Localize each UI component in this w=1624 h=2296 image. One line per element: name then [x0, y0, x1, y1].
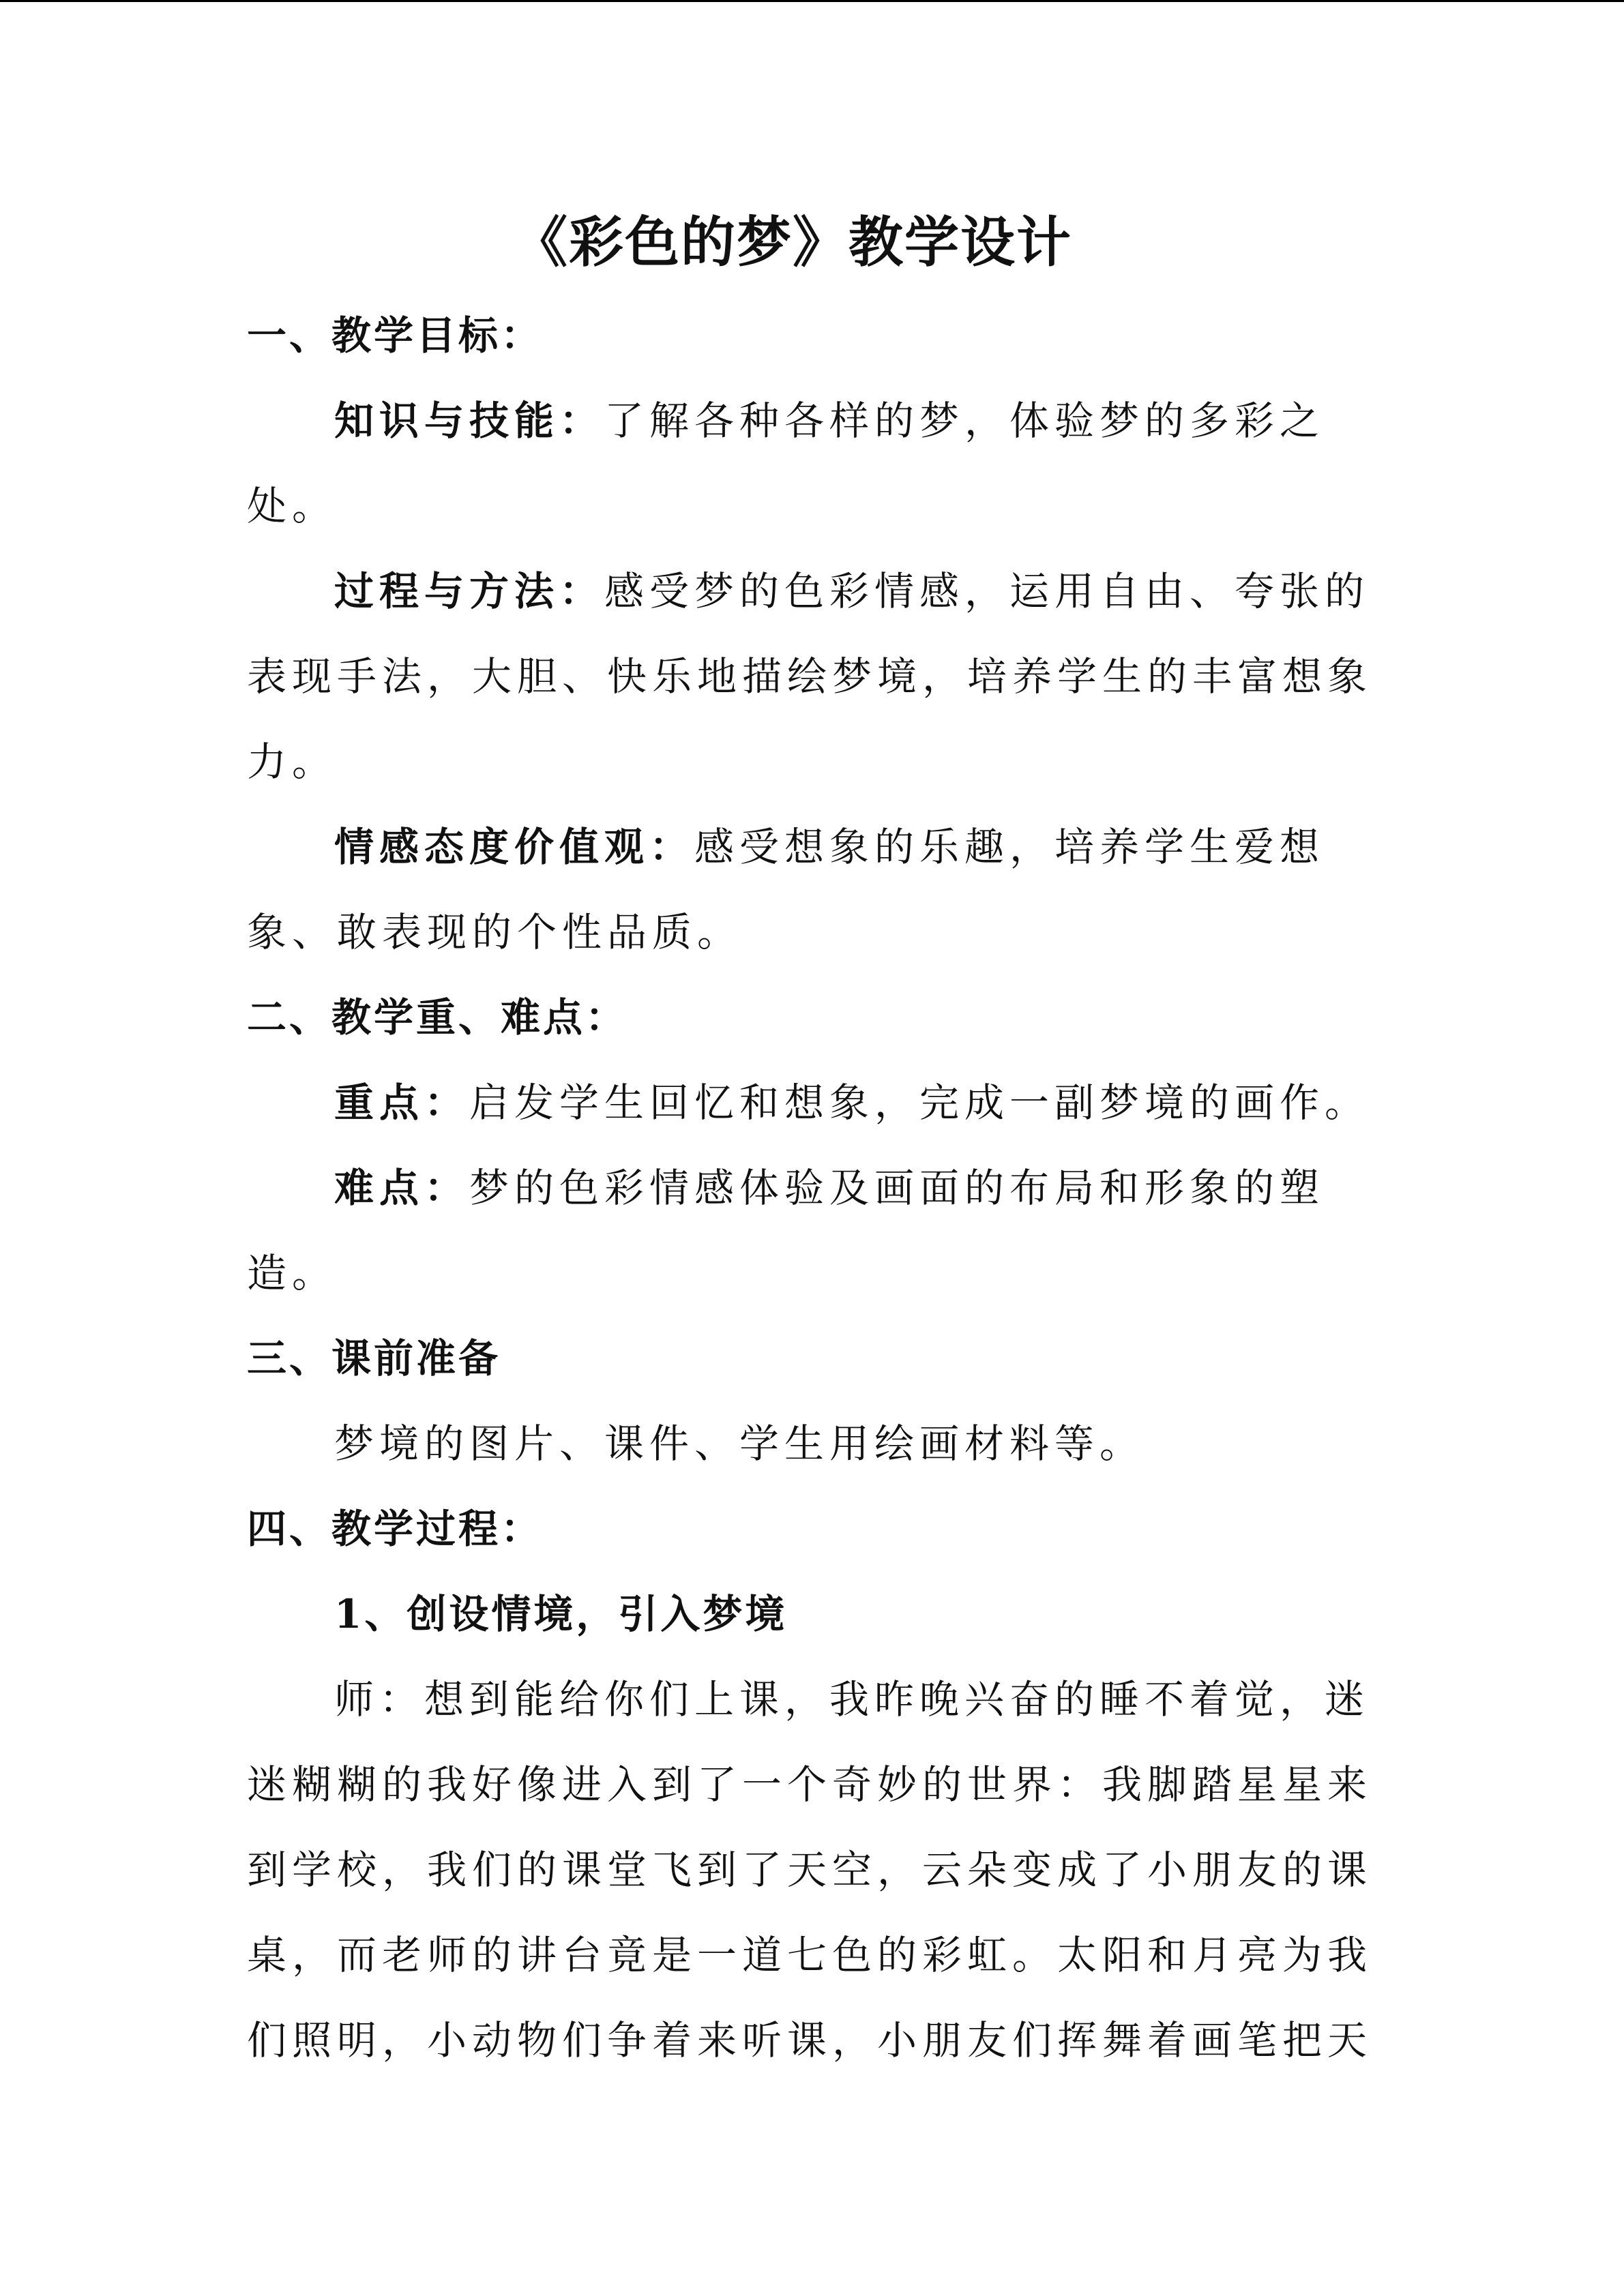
section-heading-key-points: 二、教学重、难点： [247, 994, 628, 1041]
paragraph-knowledge-line-1 [247, 378, 1338, 464]
label-process: 过程与方法： [334, 568, 605, 614]
paragraph-step1-line-3: 到学校，我们的课堂飞到了天空，云朵变成了小朋友的课 [247, 1847, 1373, 1893]
text-key-1: 启发学生回忆和想象，完成一副梦境的画作。 [469, 1079, 1370, 1126]
paragraph-emotion-line-1 [247, 805, 1338, 890]
document-title: 《彩色的梦》教学设计 [513, 210, 1072, 274]
paragraph-difficulty-line-2: 造。 [247, 1250, 338, 1296]
label-difficulty: 难点： [334, 1165, 470, 1211]
section-heading-preparation: 三、课前准备 [247, 1335, 501, 1382]
step-1-heading: 1、创设情境，引入梦境 [334, 1591, 788, 1637]
paragraph-step1-line-1: 师：想到能给你们上课，我昨晚兴奋的睡不着觉，迷 [334, 1676, 1370, 1723]
paragraph-difficulty-line-1 [247, 1146, 1338, 1231]
label-emotion: 情感态度价值观： [334, 824, 695, 870]
paragraph-step1-line-5: 们照明，小动物们争着来听课，小朋友们挥舞着画笔把天 [247, 2017, 1373, 2063]
section-heading-goals: 一、教学目标： [247, 312, 544, 359]
text-knowledge-1: 了解各种各样的梦，体验梦的多彩之 [604, 398, 1325, 444]
text-process-1: 感受梦的色彩情感，运用自由、夸张的 [604, 568, 1370, 614]
label-key: 重点： [334, 1079, 470, 1126]
paragraph-step1-line-4: 桌，而老师的讲台竟是一道七色的彩虹。太阳和月亮为我 [247, 1932, 1373, 1978]
section-heading-process: 四、教学过程： [247, 1506, 544, 1552]
paragraph-emotion-line-2: 象、敢表现的个性品质。 [247, 909, 743, 955]
document-page [247, 205, 1373, 2083]
paragraph-process-line-2: 表现手法，大胆、快乐地描绘梦境，培养学生的丰富想象 [247, 653, 1373, 700]
paragraph-knowledge-line-2: 处。 [247, 483, 338, 529]
text-difficulty-1: 梦的色彩情感体验及画面的布局和形象的塑 [469, 1165, 1325, 1211]
paragraph-key-line-1 [247, 1060, 1370, 1146]
text-emotion-1: 感受想象的乐趣，培养学生爱想 [694, 824, 1325, 870]
paragraph-process-line-1 [247, 549, 1370, 634]
paragraph-preparation-line-1: 梦境的图片、课件、学生用绘画材料等。 [334, 1420, 1145, 1467]
page-top-border [0, 0, 1624, 2]
paragraph-step1-line-2: 迷糊糊的我好像进入到了一个奇妙的世界：我脚踏星星来 [247, 1761, 1373, 1808]
paragraph-process-line-3: 力。 [247, 739, 338, 785]
label-knowledge: 知识与技能： [334, 398, 605, 444]
